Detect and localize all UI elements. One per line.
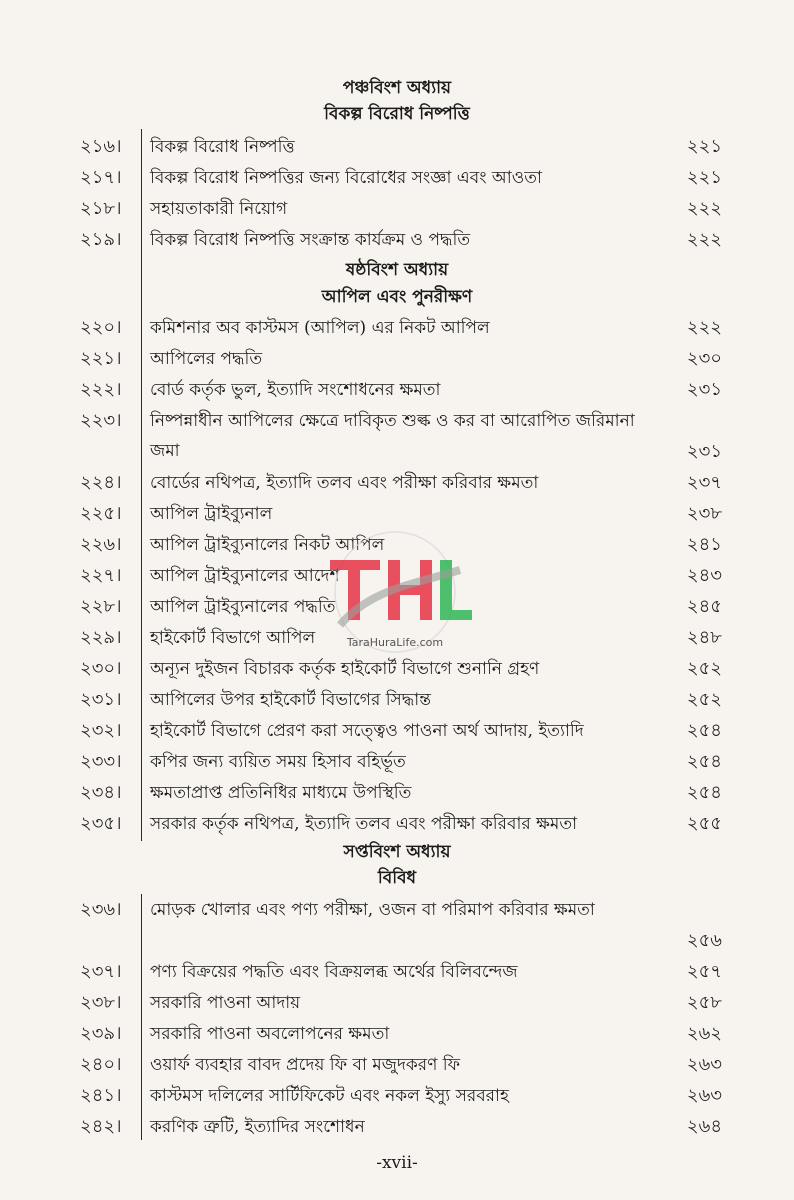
- section-title: পণ্য বিক্রয়ের পদ্ধতি এবং বিক্রয়লব্ধ অর্থের বিলিবন্দেজ: [150, 962, 518, 982]
- section-number: ২৩০।: [80, 658, 122, 679]
- section-title: বিকল্প বিরোধ নিষ্পত্তির জন্য বিরোধের সংজ্ঞা এবং আওতা: [150, 168, 542, 188]
- section-number: ২৩৯।: [80, 1023, 122, 1044]
- page-number: ২৪৮: [686, 627, 722, 648]
- section-title: আপিল ট্রাইব্যুনালের নিকট আপিল: [150, 535, 385, 555]
- index-entry: [0, 895, 794, 957]
- index-entry: [0, 778, 794, 808]
- page-number: ২২২: [686, 198, 722, 219]
- section-title: কাস্টমস দলিলের সার্টিফিকেট এবং নকল ইস্যু সরবরাহ: [150, 1086, 509, 1106]
- index-entry: [0, 988, 794, 1018]
- page-number: ২৫৬: [686, 930, 722, 951]
- section-number: ২২০।: [80, 317, 122, 338]
- section-title: সরকারি পাওনা অবলোপনের ক্ষমতা: [150, 1024, 390, 1044]
- section-number: ২২৮।: [80, 596, 122, 617]
- section-number: ২২৩।: [80, 410, 122, 431]
- index-entry: [0, 163, 794, 193]
- chapter-heading: সপ্তবিংশ অধ্যায়: [343, 842, 451, 862]
- chapter-heading: পঞ্চবিংশ অধ্যায়: [342, 78, 452, 98]
- section-title: সরকারি পাওনা আদায়: [150, 993, 301, 1013]
- page-number: ২২১: [686, 167, 722, 188]
- section-number: ২৪০।: [80, 1054, 122, 1075]
- chapter-subheading: বিকল্প বিরোধ নিষ্পত্তি: [324, 104, 470, 124]
- index-entry: [0, 809, 794, 839]
- index-entry: [0, 957, 794, 987]
- page-number: ২৬৩: [686, 1085, 722, 1106]
- section-number: ২১৮।: [80, 198, 122, 219]
- page-number: ২৫২: [686, 658, 722, 679]
- section-number: ২২৯।: [80, 627, 122, 648]
- page-number: ২২২: [686, 229, 722, 250]
- page-number: ২৪১: [686, 534, 722, 555]
- section-title: আপিলের উপর হাইকোর্ট বিভাগের সিদ্ধান্ত: [150, 690, 431, 710]
- section-number: ২৩১।: [80, 689, 122, 710]
- page-number: ২৫৪: [686, 720, 722, 741]
- page-number: ২৩৮: [686, 503, 722, 524]
- page-number: ২৩৭: [686, 472, 722, 493]
- page-number: ২৬২: [686, 1023, 722, 1044]
- page-number: ২৬৩: [686, 1054, 722, 1075]
- section-number: ২৪১।: [80, 1085, 122, 1106]
- page-number: ২২২: [686, 317, 722, 338]
- section-title: বোর্ড কর্তৃক ভুল, ইত্যাদি সংশোধনের ক্ষমতা: [150, 380, 441, 400]
- section-title: কমিশনার অব কাস্টমস (আপিল) এর নিকট আপিল: [150, 318, 490, 338]
- index-entry: [0, 194, 794, 224]
- section-number: ২১৬।: [80, 136, 122, 157]
- section-title: ওয়ার্ফ ব্যবহার বাবদ প্রদেয় ফি বা মজুদকরণ ফি: [150, 1055, 461, 1075]
- section-title: বিকল্প বিরোধ নিষ্পত্তি: [150, 137, 295, 157]
- section-number: ২১৯।: [80, 229, 122, 250]
- index-entry: [0, 747, 794, 777]
- section-title: হাইকোর্ট বিভাগে প্রেরণ করা সত্ত্বেও পাওনা অর্থ আদায়, ইত্যাদি: [150, 721, 584, 741]
- section-number: ২১৭।: [80, 167, 122, 188]
- section-number: ২২৭।: [80, 565, 122, 586]
- section-title: হাইকোর্ট বিভাগে আপিল: [150, 628, 316, 648]
- section-title: করণিক ত্রুটি, ইত্যাদির সংশোধন: [150, 1117, 365, 1137]
- index-entry: [0, 468, 794, 498]
- section-number: ২৩২।: [80, 720, 122, 741]
- section-title: সরকার কর্তৃক নথিপত্র, ইত্যাদি তলব এবং পরীক্ষা করিবার ক্ষমতা: [150, 814, 578, 834]
- index-entry: [0, 1050, 794, 1080]
- index-entry: [0, 1019, 794, 1049]
- section-number: ২২৪।: [80, 472, 122, 493]
- section-number: ২২৫।: [80, 503, 122, 524]
- section-number: ২৩৪।: [80, 782, 122, 803]
- index-entry: [0, 716, 794, 746]
- section-number: ২২৬।: [80, 534, 122, 555]
- section-title: বোর্ডের নথিপত্র, ইত্যাদি তলব এবং পরীক্ষা করিবার ক্ষমতা: [150, 473, 539, 493]
- index-entry: [0, 313, 794, 343]
- index-entry: [0, 685, 794, 715]
- page-number: ২৪৫: [686, 596, 722, 617]
- section-number: ২৩৩।: [80, 751, 122, 772]
- index-entry: [0, 499, 794, 529]
- page-number: ২৫৫: [686, 813, 722, 834]
- chapter-subheading: আপিল এবং পুনরীক্ষণ: [321, 287, 473, 307]
- section-title: কপির জন্য ব্যয়িত সময় হিসাব বহির্ভূত: [150, 752, 406, 772]
- page-number: ২৫২: [686, 689, 722, 710]
- section-title: আপিলের পদ্ধতি: [150, 349, 263, 369]
- section-title: সহায়তাকারী নিয়োগ: [150, 199, 288, 219]
- section-number: ২৩৭।: [80, 961, 122, 982]
- chapter-subheading: বিবিধ: [377, 868, 417, 888]
- watermark-logo: [300, 530, 490, 660]
- page-number: ২৪৩: [686, 565, 722, 586]
- index-entry: [0, 406, 794, 468]
- page-number: ২৫৪: [686, 751, 722, 772]
- page-number: ২৫৭: [686, 961, 722, 982]
- section-number: ২৩৫।: [80, 813, 122, 834]
- page-number: ২৩০: [686, 348, 722, 369]
- page-number: ২৫৪: [686, 782, 722, 803]
- index-entry: [0, 375, 794, 405]
- section-title: বিকল্প বিরোধ নিষ্পত্তি সংক্রান্ত কার্যক্রম ও পদ্ধতি: [150, 230, 471, 250]
- section-title: আপিল ট্রাইব্যুনালের পদ্ধতি: [150, 597, 336, 617]
- index-entry: [0, 1112, 794, 1142]
- page-number: ২৩১: [686, 379, 722, 400]
- section-title: অন্যূন দুইজন বিচারক কর্তৃক হাইকোর্ট বিভাগে শুনানি গ্রহণ: [150, 659, 540, 679]
- page-footer-number: -xvii-: [376, 1153, 418, 1173]
- page-number: ২২১: [686, 136, 722, 157]
- section-number: ২৩৬।: [80, 899, 122, 920]
- section-number: ২৩৮।: [80, 992, 122, 1013]
- watermark-text: TaraHuraLife.com: [346, 636, 444, 649]
- page-number: ২৬৪: [686, 1116, 722, 1137]
- section-title: আপিল ট্রাইব্যুনাল: [150, 504, 273, 524]
- index-entry: [0, 1081, 794, 1111]
- page-number: ২৫৮: [686, 992, 722, 1013]
- index-entry: [0, 225, 794, 255]
- section-title: আপিল ট্রাইব্যুনালের আদেশ: [150, 566, 340, 586]
- section-number: ২২২।: [80, 379, 122, 400]
- section-title: নিষ্পন্নাধীন আপিলের ক্ষেত্রে দাবিকৃত শুল্ক ও কর বা আরোপিত জরিমানা জমা: [150, 411, 635, 461]
- section-number: ২৪২।: [80, 1116, 122, 1137]
- index-entry: [0, 132, 794, 162]
- index-entry: [0, 344, 794, 374]
- page-number: ২৩১: [686, 441, 722, 462]
- section-title: মোড়ক খোলার এবং পণ্য পরীক্ষা, ওজন বা পরিমাপ করিবার ক্ষমতা: [150, 900, 595, 920]
- chapter-heading: ষষ্ঠবিংশ অধ্যায়: [345, 260, 449, 280]
- section-number: ২২১।: [80, 348, 122, 369]
- section-title: ক্ষমতাপ্রাপ্ত প্রতিনিধির মাধ্যমে উপস্থিতি: [150, 783, 412, 803]
